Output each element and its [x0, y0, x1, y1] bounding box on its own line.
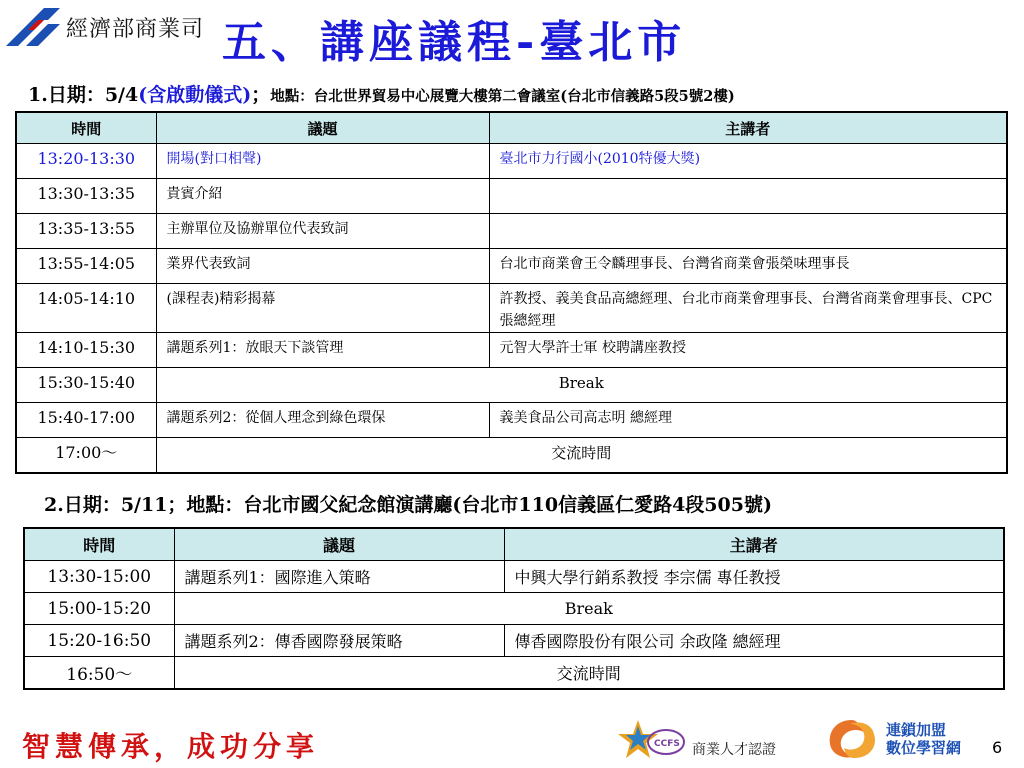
row-networking: 交流時間	[156, 438, 1007, 474]
ministry-emblem-icon	[4, 6, 62, 48]
org-name: 經濟部商業司	[66, 16, 205, 42]
row-break: Break	[156, 368, 1007, 403]
row-time: 16:50～	[24, 657, 174, 690]
session2-agenda-table	[23, 527, 1005, 690]
row-time: 15:30-15:40	[16, 368, 156, 403]
ccfs-badge-text: CCFS	[654, 739, 680, 749]
table-row	[24, 657, 1004, 690]
row-time: 13:55-14:05	[16, 249, 156, 284]
table-row	[16, 333, 1007, 368]
row-topic: 主辦單位及協辦單位代表致詞	[156, 214, 489, 249]
session1-date: 1.日期：5/4	[28, 84, 139, 106]
table-row	[16, 179, 1007, 214]
session1-sep: ；	[251, 84, 271, 106]
ccfs-logo-text: 商業人才認證	[692, 742, 776, 758]
ccfs-star-icon	[616, 716, 686, 764]
table-header-row	[16, 112, 1007, 144]
row-time: 17:00～	[16, 438, 156, 474]
header-speaker: 主講者	[489, 112, 1007, 144]
row-topic: 講題系列1：國際進入策略	[174, 561, 504, 593]
chain-franchise-logo	[824, 716, 961, 762]
page-number: 6	[992, 738, 1003, 757]
row-networking: 交流時間	[174, 657, 1004, 690]
table-row	[24, 593, 1004, 625]
table-row	[16, 368, 1007, 403]
session2-info: 2.日期：5/11；地點：台北市國父紀念館演講廳(台北市110信義區仁愛路4段505號)	[44, 494, 772, 516]
row-topic: 貴賓介紹	[156, 179, 489, 214]
table-row	[16, 438, 1007, 474]
row-time: 13:30-13:35	[16, 179, 156, 214]
row-time: 15:40-17:00	[16, 403, 156, 438]
row-time: 13:20-13:30	[16, 144, 156, 179]
row-speaker: 傳香國際股份有限公司 余政隆 總經理	[504, 625, 1004, 657]
table-row	[24, 561, 1004, 593]
table-row	[16, 249, 1007, 284]
table-row	[16, 284, 1007, 333]
row-time: 15:00-15:20	[24, 593, 174, 625]
row-speaker: 臺北市力行國小(2010特優大獎)	[489, 144, 1007, 179]
chain-logo-text	[886, 721, 961, 757]
ministry-logo	[4, 6, 204, 48]
chain-logo-line2: 數位學習網	[886, 739, 962, 757]
row-speaker: 元智大學許士軍 校聘講座教授	[489, 333, 1007, 368]
row-topic: 開場(對口相聲)	[156, 144, 489, 179]
header-time: 時間	[16, 112, 156, 144]
row-speaker: 台北市商業會王令麟理事長、台灣省商業會張榮味理事長	[489, 249, 1007, 284]
row-break: Break	[174, 593, 1004, 625]
session1-location: 地點：台北世界貿易中心展覽大樓第二會議室(台北市信義路5段5號2樓)	[270, 88, 735, 105]
chain-swirl-icon	[824, 716, 880, 762]
row-speaker	[489, 214, 1007, 249]
row-speaker: 中興大學行銷系教授 李宗儒 專任教授	[504, 561, 1004, 593]
session1-agenda-table	[15, 111, 1008, 474]
header-speaker: 主講者	[504, 528, 1004, 561]
session1-info	[28, 80, 735, 107]
header-topic: 議題	[156, 112, 489, 144]
row-topic: 講題系列2：傳香國際發展策略	[174, 625, 504, 657]
row-topic: (課程表)精彩揭幕	[156, 284, 489, 333]
row-speaker: 義美食品公司高志明 總經理	[489, 403, 1007, 438]
row-speaker	[489, 179, 1007, 214]
row-time: 15:20-16:50	[24, 625, 174, 657]
row-time: 14:10-15:30	[16, 333, 156, 368]
session1-highlight: (含啟動儀式)	[138, 84, 252, 106]
chain-logo-line1: 連鎖加盟	[886, 721, 947, 739]
row-time: 13:30-15:00	[24, 561, 174, 593]
header-topic: 議題	[174, 528, 504, 561]
row-speaker: 許教授、義美食品高總經理、台北市商業會理事長、台灣省商業會理事長、CPC 張總經理	[489, 284, 1007, 333]
table-row	[16, 214, 1007, 249]
ccfs-logo	[616, 716, 776, 764]
table-row	[24, 625, 1004, 657]
row-topic: 業界代表致詞	[156, 249, 489, 284]
slogan: 智慧傳承，成功分享	[22, 730, 320, 763]
page-title: 五、講座議程-臺北市	[222, 17, 687, 68]
row-topic: 講題系列1：放眼天下談管理	[156, 333, 489, 368]
table-row	[16, 144, 1007, 179]
header-time: 時間	[24, 528, 174, 561]
table-header-row	[24, 528, 1004, 561]
row-time: 13:35-13:55	[16, 214, 156, 249]
row-time: 14:05-14:10	[16, 284, 156, 333]
table-row	[16, 403, 1007, 438]
row-topic: 講題系列2：從個人理念到綠色環保	[156, 403, 489, 438]
